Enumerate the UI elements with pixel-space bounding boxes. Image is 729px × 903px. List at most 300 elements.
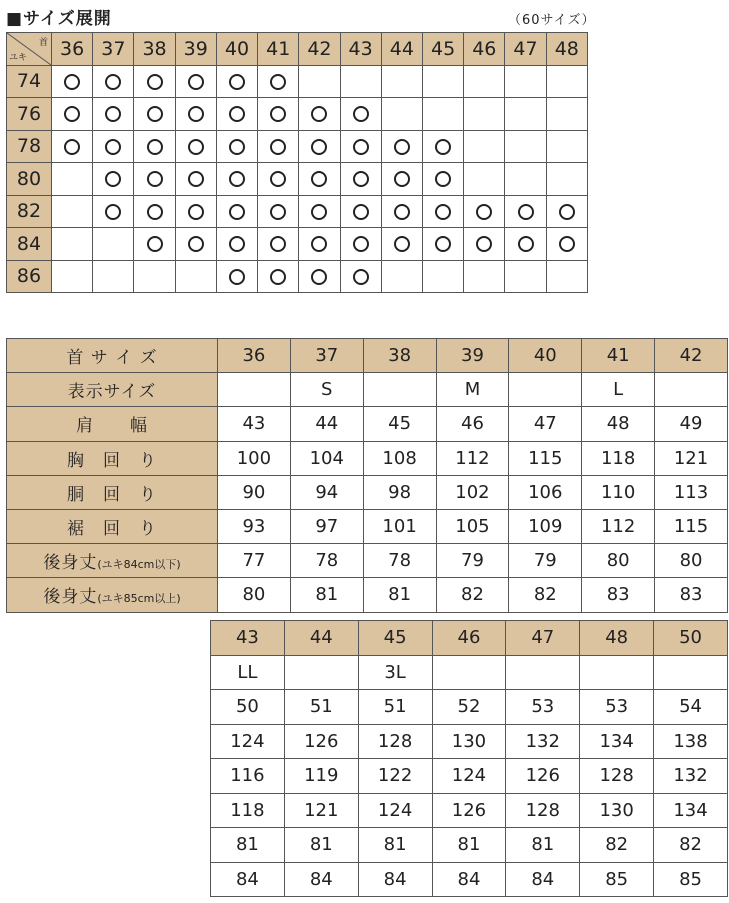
grid-cell (340, 98, 381, 131)
value-cell (284, 655, 358, 690)
available-circle-icon (147, 171, 163, 187)
grid-cell (175, 260, 216, 293)
neck-size-header: 44 (381, 33, 422, 66)
yuki-size-header: 78 (7, 130, 52, 163)
grid-cell (381, 130, 422, 163)
value-cell: 85 (654, 862, 728, 897)
value-cell: 78 (363, 544, 436, 578)
available-circle-icon (105, 106, 121, 122)
value-cell: 79 (436, 544, 509, 578)
value-cell: 38 (363, 339, 436, 373)
available-circle-icon (147, 204, 163, 220)
available-circle-icon (353, 236, 369, 252)
value-cell: 132 (506, 724, 580, 759)
value-cell: 81 (284, 828, 358, 863)
neck-size-header: 37 (93, 33, 134, 66)
available-circle-icon (518, 204, 534, 220)
grid-cell (134, 65, 175, 98)
grid-cell (464, 65, 505, 98)
grid-cell (134, 260, 175, 293)
shoulder-width-row (7, 407, 728, 441)
value-cell: 112 (582, 509, 655, 543)
grid-cell (93, 195, 134, 228)
grid-cell (464, 163, 505, 196)
grid-cell (422, 163, 463, 196)
value-cell: 98 (363, 475, 436, 509)
available-circle-icon (435, 139, 451, 155)
value-cell: 84 (506, 862, 580, 897)
available-circle-icon (188, 106, 204, 122)
grid-header-row (7, 33, 588, 66)
grid-row (7, 130, 588, 163)
grid-cell (216, 98, 257, 131)
value-cell: 48 (580, 621, 654, 656)
grid-cell (505, 65, 546, 98)
available-circle-icon (64, 139, 80, 155)
grid-cell (216, 260, 257, 293)
value-cell: 52 (432, 690, 506, 725)
back-length-long-row (7, 578, 728, 612)
available-circle-icon (353, 204, 369, 220)
grid-cell (381, 195, 422, 228)
back-length-short-row (211, 828, 728, 863)
grid-cell (216, 65, 257, 98)
value-cell: 42 (655, 339, 728, 373)
available-circle-icon (270, 106, 286, 122)
available-circle-icon (270, 171, 286, 187)
available-circle-icon (105, 204, 121, 220)
grid-cell (340, 65, 381, 98)
grid-cell (422, 195, 463, 228)
grid-cell (258, 163, 299, 196)
yuki-size-header: 76 (7, 98, 52, 131)
available-circle-icon (105, 139, 121, 155)
grid-row (7, 65, 588, 98)
available-circle-icon (353, 171, 369, 187)
grid-row (7, 98, 588, 131)
value-cell: 101 (363, 509, 436, 543)
grid-cell (93, 260, 134, 293)
available-circle-icon (270, 139, 286, 155)
grid-cell (546, 260, 587, 293)
available-circle-icon (229, 139, 245, 155)
value-cell: 82 (436, 578, 509, 612)
grid-cell (175, 98, 216, 131)
grid-cell (93, 98, 134, 131)
available-circle-icon (147, 106, 163, 122)
grid-cell (258, 195, 299, 228)
value-cell: 102 (436, 475, 509, 509)
value-cell: 110 (582, 475, 655, 509)
grid-cell (340, 130, 381, 163)
value-cell: 80 (582, 544, 655, 578)
value-cell: 54 (654, 690, 728, 725)
available-circle-icon (394, 236, 410, 252)
available-circle-icon (188, 204, 204, 220)
value-cell: 126 (506, 759, 580, 794)
available-circle-icon (270, 269, 286, 285)
grid-cell (175, 130, 216, 163)
value-cell: 124 (432, 759, 506, 794)
grid-cell (216, 163, 257, 196)
available-circle-icon (394, 204, 410, 220)
neck-size-header: 38 (134, 33, 175, 66)
available-circle-icon (229, 204, 245, 220)
value-cell: 124 (211, 724, 285, 759)
back-length-long-row (211, 862, 728, 897)
yuki-size-header: 74 (7, 65, 52, 98)
available-circle-icon (518, 236, 534, 252)
corner-neck-label: 首 (38, 38, 48, 48)
grid-cell (505, 130, 546, 163)
grid-cell (546, 195, 587, 228)
grid-cell (258, 260, 299, 293)
row-label (7, 407, 218, 441)
grid-cell (340, 228, 381, 261)
grid-cell (464, 130, 505, 163)
grid-cell (258, 98, 299, 131)
value-cell: 48 (582, 407, 655, 441)
corner-yuki-label: ユキ (9, 52, 28, 63)
grid-cell (381, 163, 422, 196)
row-label (7, 441, 218, 475)
available-circle-icon (64, 74, 80, 90)
grid-row (7, 163, 588, 196)
value-cell: 122 (358, 759, 432, 794)
grid-row (7, 228, 588, 261)
row-label-note: (ユキ85cm以上) (97, 592, 181, 606)
grid-cell (505, 98, 546, 131)
shoulder-width-row (211, 690, 728, 725)
value-cell: 82 (509, 578, 582, 612)
size-count: （60サイズ） (508, 13, 596, 28)
grid-cell (464, 98, 505, 131)
value-cell: 124 (358, 793, 432, 828)
value-cell: S (290, 373, 363, 407)
value-cell: 90 (218, 475, 291, 509)
available-circle-icon (147, 236, 163, 252)
grid-cell (381, 228, 422, 261)
neck-size-header: 47 (505, 33, 546, 66)
neck-size-header: 43 (340, 33, 381, 66)
grid-cell (52, 228, 93, 261)
value-cell: 81 (290, 578, 363, 612)
hem-row (211, 793, 728, 828)
row-label-text: 後身丈 (43, 587, 98, 608)
grid-cell (299, 163, 340, 196)
yuki-size-header: 84 (7, 228, 52, 261)
grid-cell (93, 130, 134, 163)
value-cell: 134 (654, 793, 728, 828)
row-label-text: 裾 回 り (67, 519, 157, 540)
value-cell: 83 (582, 578, 655, 612)
value-cell: 116 (211, 759, 285, 794)
grid-cell (216, 130, 257, 163)
value-cell (654, 655, 728, 690)
value-cell: LL (211, 655, 285, 690)
value-cell: 82 (580, 828, 654, 863)
row-label-note: (ユキ84cm以下) (97, 558, 181, 572)
value-cell: 126 (432, 793, 506, 828)
value-cell: 81 (432, 828, 506, 863)
available-circle-icon (270, 204, 286, 220)
value-cell (580, 655, 654, 690)
neck-size-header: 45 (422, 33, 463, 66)
value-cell: 44 (284, 621, 358, 656)
grid-row (7, 260, 588, 293)
value-cell: 126 (284, 724, 358, 759)
display-size-row (211, 655, 728, 690)
grid-row (7, 195, 588, 228)
grid-cell (464, 260, 505, 293)
grid-cell (299, 98, 340, 131)
grid-cell (340, 163, 381, 196)
value-cell: 37 (290, 339, 363, 373)
size-availability-grid (6, 32, 588, 293)
value-cell: 108 (363, 441, 436, 475)
grid-cell (175, 65, 216, 98)
available-circle-icon (188, 171, 204, 187)
row-label (7, 544, 218, 578)
value-cell: 100 (218, 441, 291, 475)
yuki-size-header: 80 (7, 163, 52, 196)
value-cell: 130 (580, 793, 654, 828)
row-label (7, 373, 218, 407)
grid-cell (422, 260, 463, 293)
value-cell: 39 (436, 339, 509, 373)
value-cell: 79 (509, 544, 582, 578)
available-circle-icon (188, 236, 204, 252)
yuki-size-header: 82 (7, 195, 52, 228)
grid-cell (340, 195, 381, 228)
row-label (7, 578, 218, 612)
available-circle-icon (188, 139, 204, 155)
value-cell (363, 373, 436, 407)
value-cell: 118 (211, 793, 285, 828)
back-length-short-row (7, 544, 728, 578)
available-circle-icon (311, 269, 327, 285)
value-cell: 81 (211, 828, 285, 863)
grid-cell (52, 195, 93, 228)
grid-cell (464, 195, 505, 228)
available-circle-icon (394, 139, 410, 155)
value-cell (218, 373, 291, 407)
value-cell: 134 (580, 724, 654, 759)
value-cell: 47 (506, 621, 580, 656)
row-label-text: 肩 幅 (76, 416, 148, 437)
grid-cell (93, 228, 134, 261)
value-cell: 93 (218, 509, 291, 543)
value-cell: 115 (509, 441, 582, 475)
available-circle-icon (311, 204, 327, 220)
available-circle-icon (435, 236, 451, 252)
value-cell: 80 (218, 578, 291, 612)
grid-cell (175, 228, 216, 261)
value-cell: 53 (506, 690, 580, 725)
value-cell: 83 (655, 578, 728, 612)
value-cell: 43 (218, 407, 291, 441)
grid-cell (134, 228, 175, 261)
available-circle-icon (229, 74, 245, 90)
value-cell (432, 655, 506, 690)
neck-size-header: 42 (299, 33, 340, 66)
value-cell: 46 (436, 407, 509, 441)
value-cell: 43 (211, 621, 285, 656)
grid-cell (464, 228, 505, 261)
value-cell: 85 (580, 862, 654, 897)
row-label-text: 後身丈 (43, 553, 98, 574)
grid-cell (505, 195, 546, 228)
grid-cell (216, 195, 257, 228)
value-cell (509, 373, 582, 407)
value-cell: 44 (290, 407, 363, 441)
value-cell: 46 (432, 621, 506, 656)
grid-cell (216, 228, 257, 261)
available-circle-icon (311, 171, 327, 187)
grid-cell (381, 98, 422, 131)
grid-cell (52, 260, 93, 293)
available-circle-icon (64, 106, 80, 122)
grid-cell (52, 130, 93, 163)
value-cell: 78 (290, 544, 363, 578)
value-cell: 128 (358, 724, 432, 759)
grid-cell (52, 98, 93, 131)
neck-size-header: 39 (175, 33, 216, 66)
value-cell: 36 (218, 339, 291, 373)
value-cell: L (582, 373, 655, 407)
available-circle-icon (353, 269, 369, 285)
neck-size-header: 40 (216, 33, 257, 66)
available-circle-icon (105, 74, 121, 90)
available-circle-icon (311, 236, 327, 252)
grid-cell (422, 98, 463, 131)
row-label-text: 胴 回 り (67, 484, 157, 505)
value-cell: 104 (290, 441, 363, 475)
grid-cell (505, 228, 546, 261)
value-cell: 45 (358, 621, 432, 656)
display-size-row (7, 373, 728, 407)
yuki-size-header: 86 (7, 260, 52, 293)
available-circle-icon (435, 171, 451, 187)
grid-cell (422, 65, 463, 98)
grid-cell (134, 163, 175, 196)
available-circle-icon (311, 106, 327, 122)
available-circle-icon (394, 171, 410, 187)
value-cell: 128 (580, 759, 654, 794)
value-cell: 84 (358, 862, 432, 897)
neck-size-header: 48 (546, 33, 587, 66)
grid-cell (299, 260, 340, 293)
grid-cell (299, 195, 340, 228)
grid-cell (546, 65, 587, 98)
available-circle-icon (229, 236, 245, 252)
value-cell: M (436, 373, 509, 407)
grid-cell (546, 163, 587, 196)
available-circle-icon (229, 269, 245, 285)
value-cell: 138 (654, 724, 728, 759)
value-cell: 50 (211, 690, 285, 725)
value-cell: 118 (582, 441, 655, 475)
grid-cell (546, 228, 587, 261)
grid-cell (52, 163, 93, 196)
grid-cell (258, 65, 299, 98)
value-cell: 84 (211, 862, 285, 897)
row-label (7, 475, 218, 509)
spec-table-1 (6, 338, 728, 613)
row-label-text: 胸 回 り (67, 450, 157, 471)
value-cell: 45 (363, 407, 436, 441)
value-cell: 109 (509, 509, 582, 543)
value-cell (506, 655, 580, 690)
grid-cell (299, 65, 340, 98)
grid-cell (381, 260, 422, 293)
value-cell: 115 (655, 509, 728, 543)
grid-cell (505, 163, 546, 196)
value-cell: 84 (432, 862, 506, 897)
available-circle-icon (476, 236, 492, 252)
value-cell: 121 (655, 441, 728, 475)
grid-cell (505, 260, 546, 293)
chest-row (7, 441, 728, 475)
value-cell: 53 (580, 690, 654, 725)
available-circle-icon (270, 74, 286, 90)
grid-cell (93, 65, 134, 98)
value-cell: 50 (654, 621, 728, 656)
value-cell: 97 (290, 509, 363, 543)
value-cell: 119 (284, 759, 358, 794)
value-cell: 82 (654, 828, 728, 863)
row-label-text: 表示サイズ (67, 382, 157, 403)
available-circle-icon (229, 171, 245, 187)
grid-corner (7, 33, 52, 66)
value-cell: 40 (509, 339, 582, 373)
value-cell: 47 (509, 407, 582, 441)
page-title: ■サイズ展開 (6, 9, 112, 29)
value-cell: 128 (506, 793, 580, 828)
value-cell (655, 373, 728, 407)
available-circle-icon (270, 236, 286, 252)
value-cell: 51 (358, 690, 432, 725)
value-cell: 81 (358, 828, 432, 863)
grid-cell (258, 228, 299, 261)
value-cell: 81 (506, 828, 580, 863)
value-cell: 94 (290, 475, 363, 509)
available-circle-icon (147, 74, 163, 90)
grid-cell (175, 163, 216, 196)
available-circle-icon (353, 139, 369, 155)
value-cell: 49 (655, 407, 728, 441)
row-label (7, 339, 218, 373)
value-cell: 132 (654, 759, 728, 794)
value-cell: 81 (363, 578, 436, 612)
value-cell: 41 (582, 339, 655, 373)
spec-table-2 (210, 620, 728, 897)
available-circle-icon (311, 139, 327, 155)
available-circle-icon (105, 171, 121, 187)
neck-size-row (211, 621, 728, 656)
grid-cell (422, 228, 463, 261)
grid-cell (381, 65, 422, 98)
value-cell: 80 (655, 544, 728, 578)
neck-size-row (7, 339, 728, 373)
available-circle-icon (559, 236, 575, 252)
available-circle-icon (559, 204, 575, 220)
neck-size-header: 46 (464, 33, 505, 66)
waist-row (7, 475, 728, 509)
available-circle-icon (435, 204, 451, 220)
value-cell: 51 (284, 690, 358, 725)
grid-cell (299, 228, 340, 261)
